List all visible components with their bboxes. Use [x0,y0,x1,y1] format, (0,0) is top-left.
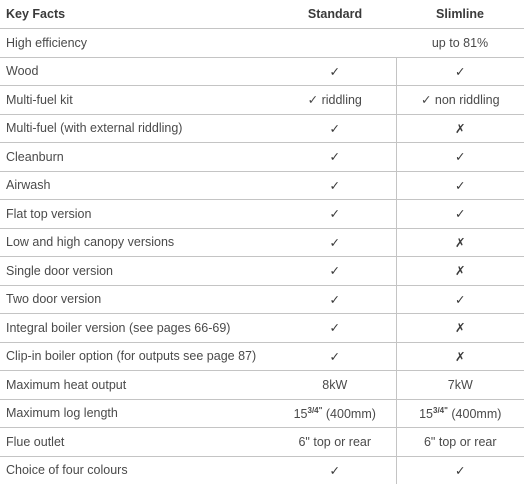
standard-value: ✓ [274,57,396,86]
feature-label: Multi-fuel (with external riddling) [0,114,274,143]
table-row [0,257,524,286]
table-row [0,114,524,143]
standard-value: ✓ riddling [274,86,396,115]
standard-value: ✓ [274,143,396,172]
feature-label: Airwash [0,171,274,200]
header-row [0,0,524,29]
efficiency-value: up to 81% [274,29,524,58]
feature-label: Choice of four colours [0,456,274,484]
slimline-value: ✓ [396,456,524,484]
feature-label: High efficiency [0,29,274,58]
standard-value: ✓ [274,285,396,314]
standard-value: ✓ [274,200,396,229]
header-standard: Standard [307,7,363,21]
feature-label: Maximum heat output [0,371,274,400]
standard-value: ✓ [274,342,396,371]
table-row [0,86,524,115]
standard-log-metric: (400mm) [322,406,376,421]
slimline-value: ✓ [396,143,524,172]
slimline-value: ✓ [396,200,524,229]
slimline-value: 6" top or rear [396,428,524,457]
slimline-value: 7kW [396,371,524,400]
feature-label: Wood [0,57,274,86]
slimline-log-metric: (400mm) [447,406,502,421]
table-row [0,171,524,200]
standard-value: ✓ [274,171,396,200]
table-row [0,285,524,314]
table-row [0,399,524,428]
slimline-value: ✓ [396,57,524,86]
slimline-value: ✓ [396,285,524,314]
table-row [0,428,524,457]
table-row [0,200,524,229]
feature-label: Flat top version [0,200,274,229]
standard-value: ✓ [274,114,396,143]
standard-value: ✓ [274,314,396,343]
slimline-value: ✓ [396,171,524,200]
slimline-value [396,399,524,428]
feature-label: Maximum log length [0,399,274,428]
table-row [0,314,524,343]
feature-label: Integral boiler version (see pages 66-69) [0,314,274,343]
feature-label: Cleanburn [0,143,274,172]
standard-value [274,399,396,428]
feature-label: Multi-fuel kit [0,86,274,115]
table-row [0,29,524,58]
table-row [0,371,524,400]
feature-label: Clip-in boiler option (for outputs see page 87) [0,342,274,371]
slimline-value: ✗ [396,257,524,286]
standard-log-whole: 15 [293,406,308,421]
standard-value: ✓ [274,257,396,286]
table-row [0,456,524,484]
slimline-value: ✗ [396,342,524,371]
slimline-value: ✗ [396,314,524,343]
slimline-log-fraction: 3/4" [433,405,448,415]
header-slimline: Slimline [436,7,484,21]
standard-log-fraction: 3/4" [307,405,323,415]
header-key-facts: Key Facts [6,7,66,21]
table-row [0,228,524,257]
feature-label: Single door version [0,257,274,286]
slimline-value: ✗ [396,228,524,257]
standard-value: ✓ [274,228,396,257]
standard-value: 6" top or rear [274,428,396,457]
table-row [0,342,524,371]
slimline-value: ✗ [396,114,524,143]
feature-label: Flue outlet [0,428,274,457]
feature-label: Two door version [0,285,274,314]
table-row [0,143,524,172]
table-row [0,57,524,86]
standard-value: 8kW [274,371,396,400]
feature-label: Low and high canopy versions [0,228,274,257]
slimline-log-whole: 15 [419,406,433,421]
standard-value: ✓ [274,456,396,484]
slimline-value: ✓ non riddling [396,86,524,115]
